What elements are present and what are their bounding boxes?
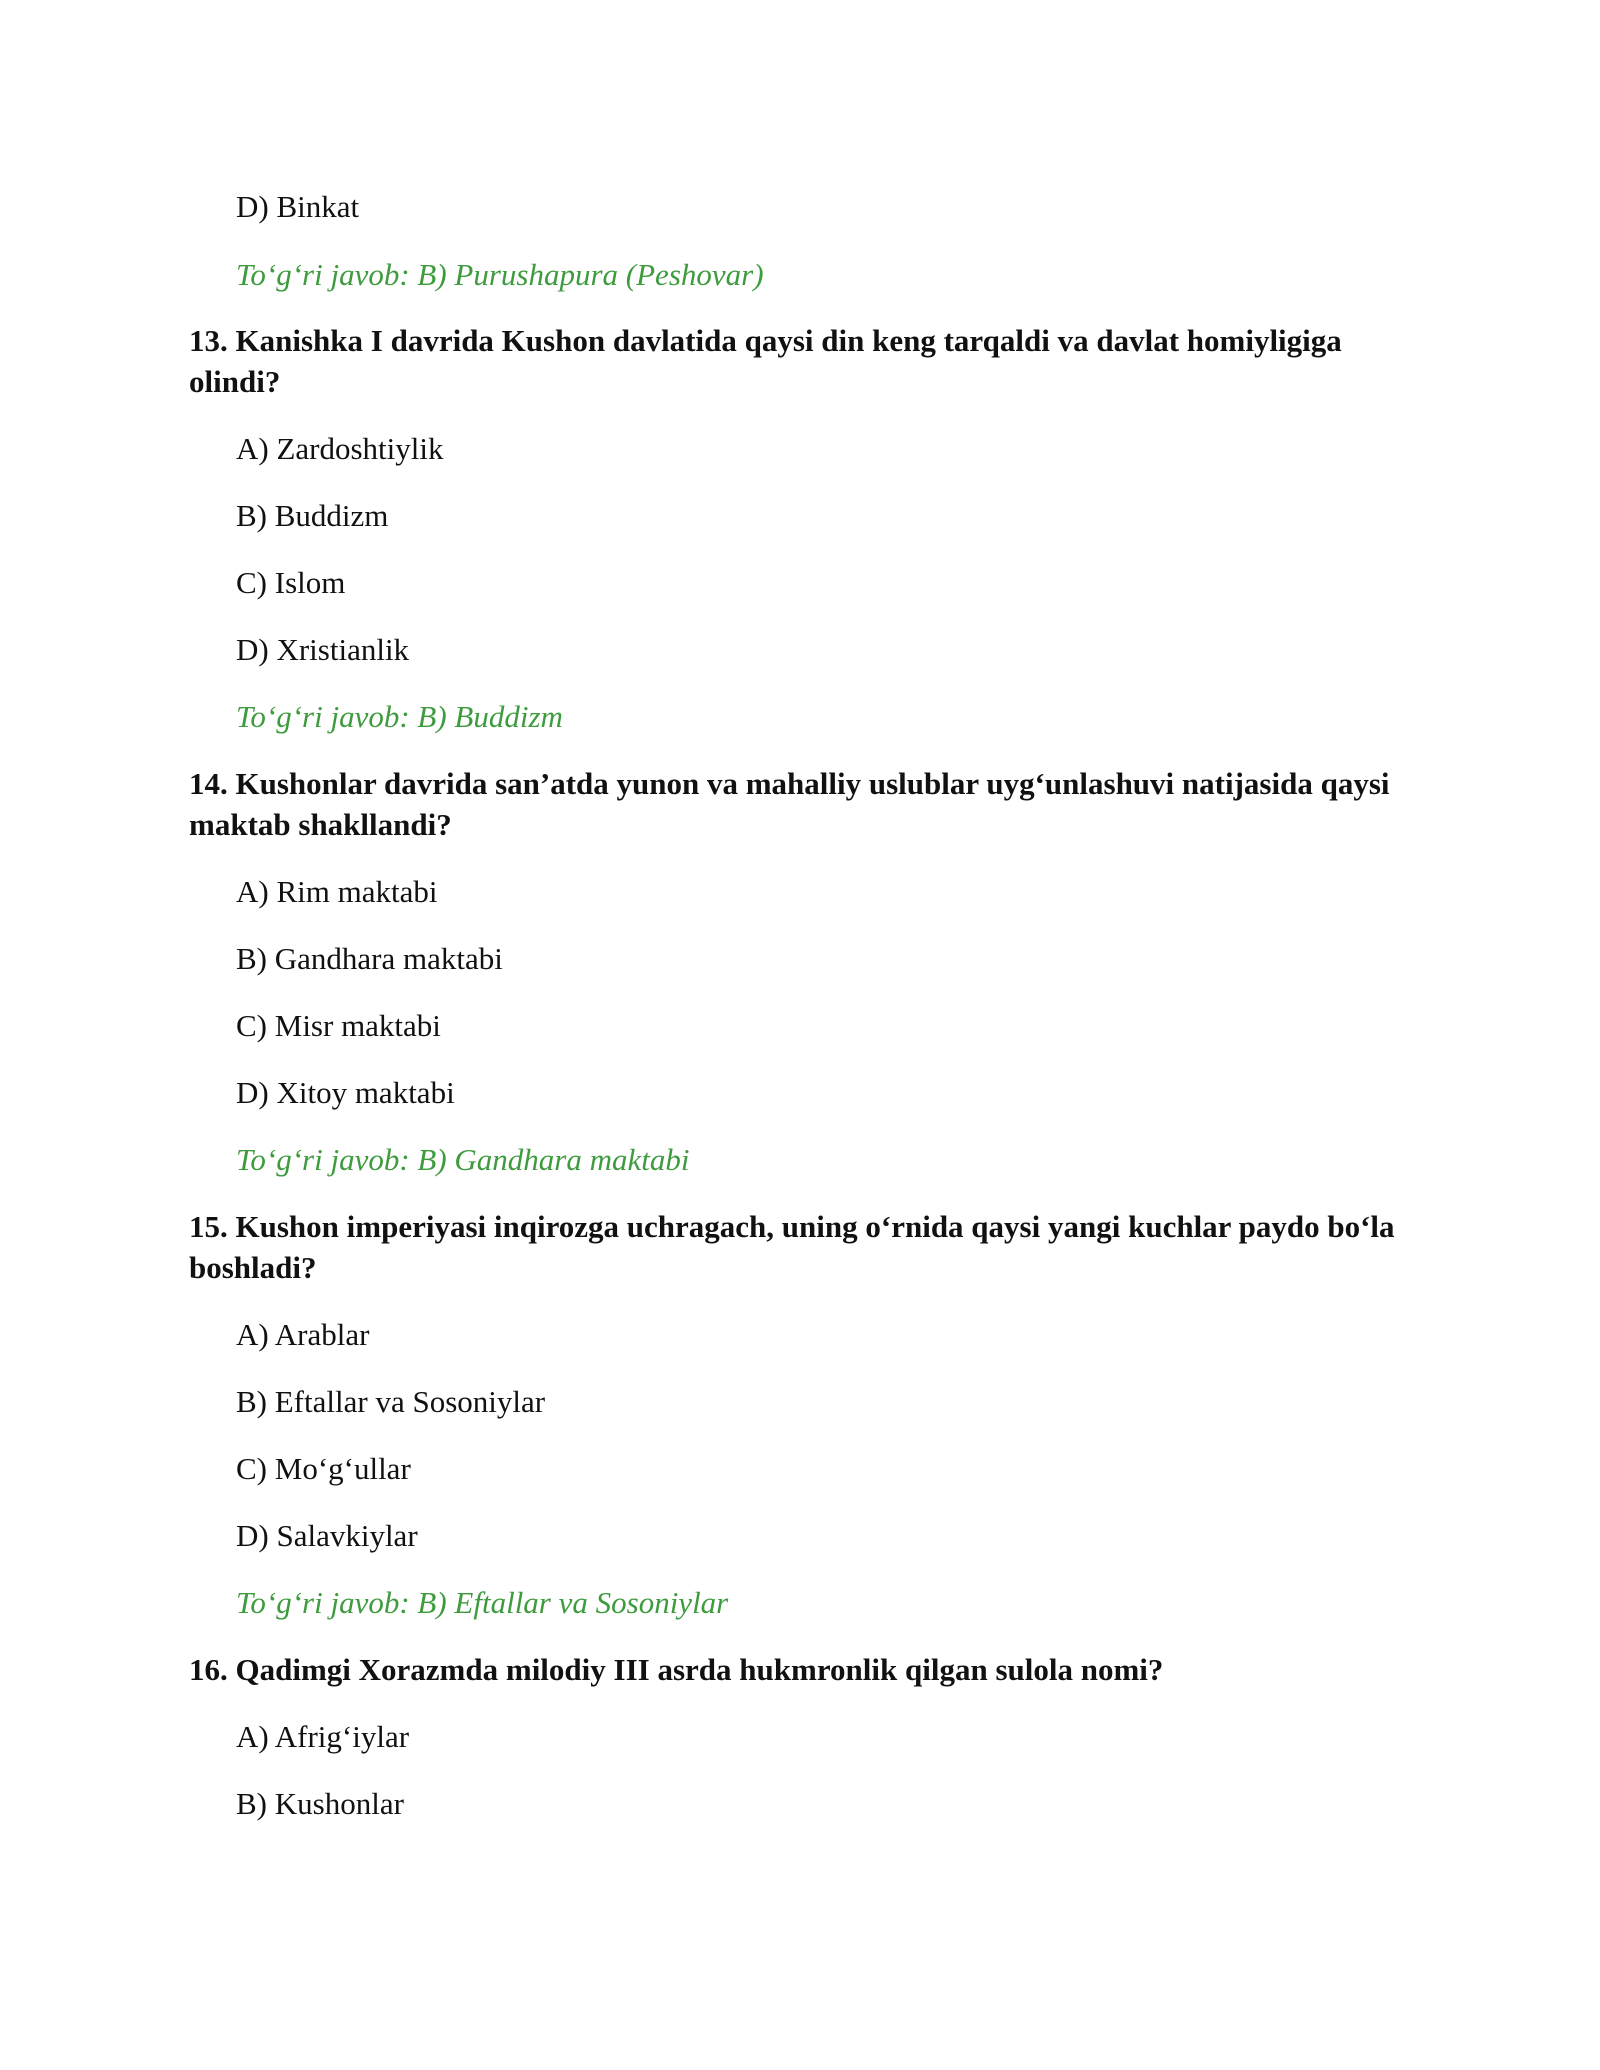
option-d: D) Xitoy maktabi [236,1075,455,1110]
option-b: B) Gandhara maktabi [236,941,503,976]
option-d: D) Xristianlik [236,632,410,667]
option-c: C) Misr maktabi [236,1008,441,1043]
question-15: 15. Kushon imperiyasi inqirozga uchragach, uning o‘rnida qaysi yangi kuchlar paydo bo‘la boshladi? [189,1209,1395,1285]
correct-answer: To‘g‘ri javob: B) Gandhara maktabi [236,1142,690,1177]
option-a: A) Rim maktabi [236,874,438,909]
option-a: A) Afrig‘iylar [236,1719,410,1754]
correct-answer: To‘g‘ri javob: B) Purushapura (Peshovar) [236,257,764,292]
question-13: 13. Kanishka I davrida Kushon davlatida qaysi din keng tarqaldi va davlat homiyligiga olindi? [189,323,1342,399]
option-c: C) Islom [236,565,346,600]
question-16: 16. Qadimgi Xorazmda milodiy III asrda hukmronlik qilgan sulola nomi? [189,1652,1164,1687]
option-a: A) Arablar [236,1317,370,1352]
option-b: B) Eftallar va Sosoniylar [236,1384,546,1419]
option-c: C) Mo‘g‘ullar [236,1451,411,1486]
option-b: B) Kushonlar [236,1786,404,1821]
option-b: B) Buddizm [236,498,389,533]
option-d: D) Binkat [236,189,360,224]
option-d: D) Salavkiylar [236,1518,418,1553]
option-a: A) Zardoshtiylik [236,431,444,466]
correct-answer: To‘g‘ri javob: B) Eftallar va Sosoniylar [236,1585,729,1620]
correct-answer: To‘g‘ri javob: B) Buddizm [236,699,563,734]
question-14: 14. Kushonlar davrida san’atda yunon va mahalliy uslublar uyg‘unlashuvi natijasida qaysi maktab shakllandi? [189,766,1390,842]
